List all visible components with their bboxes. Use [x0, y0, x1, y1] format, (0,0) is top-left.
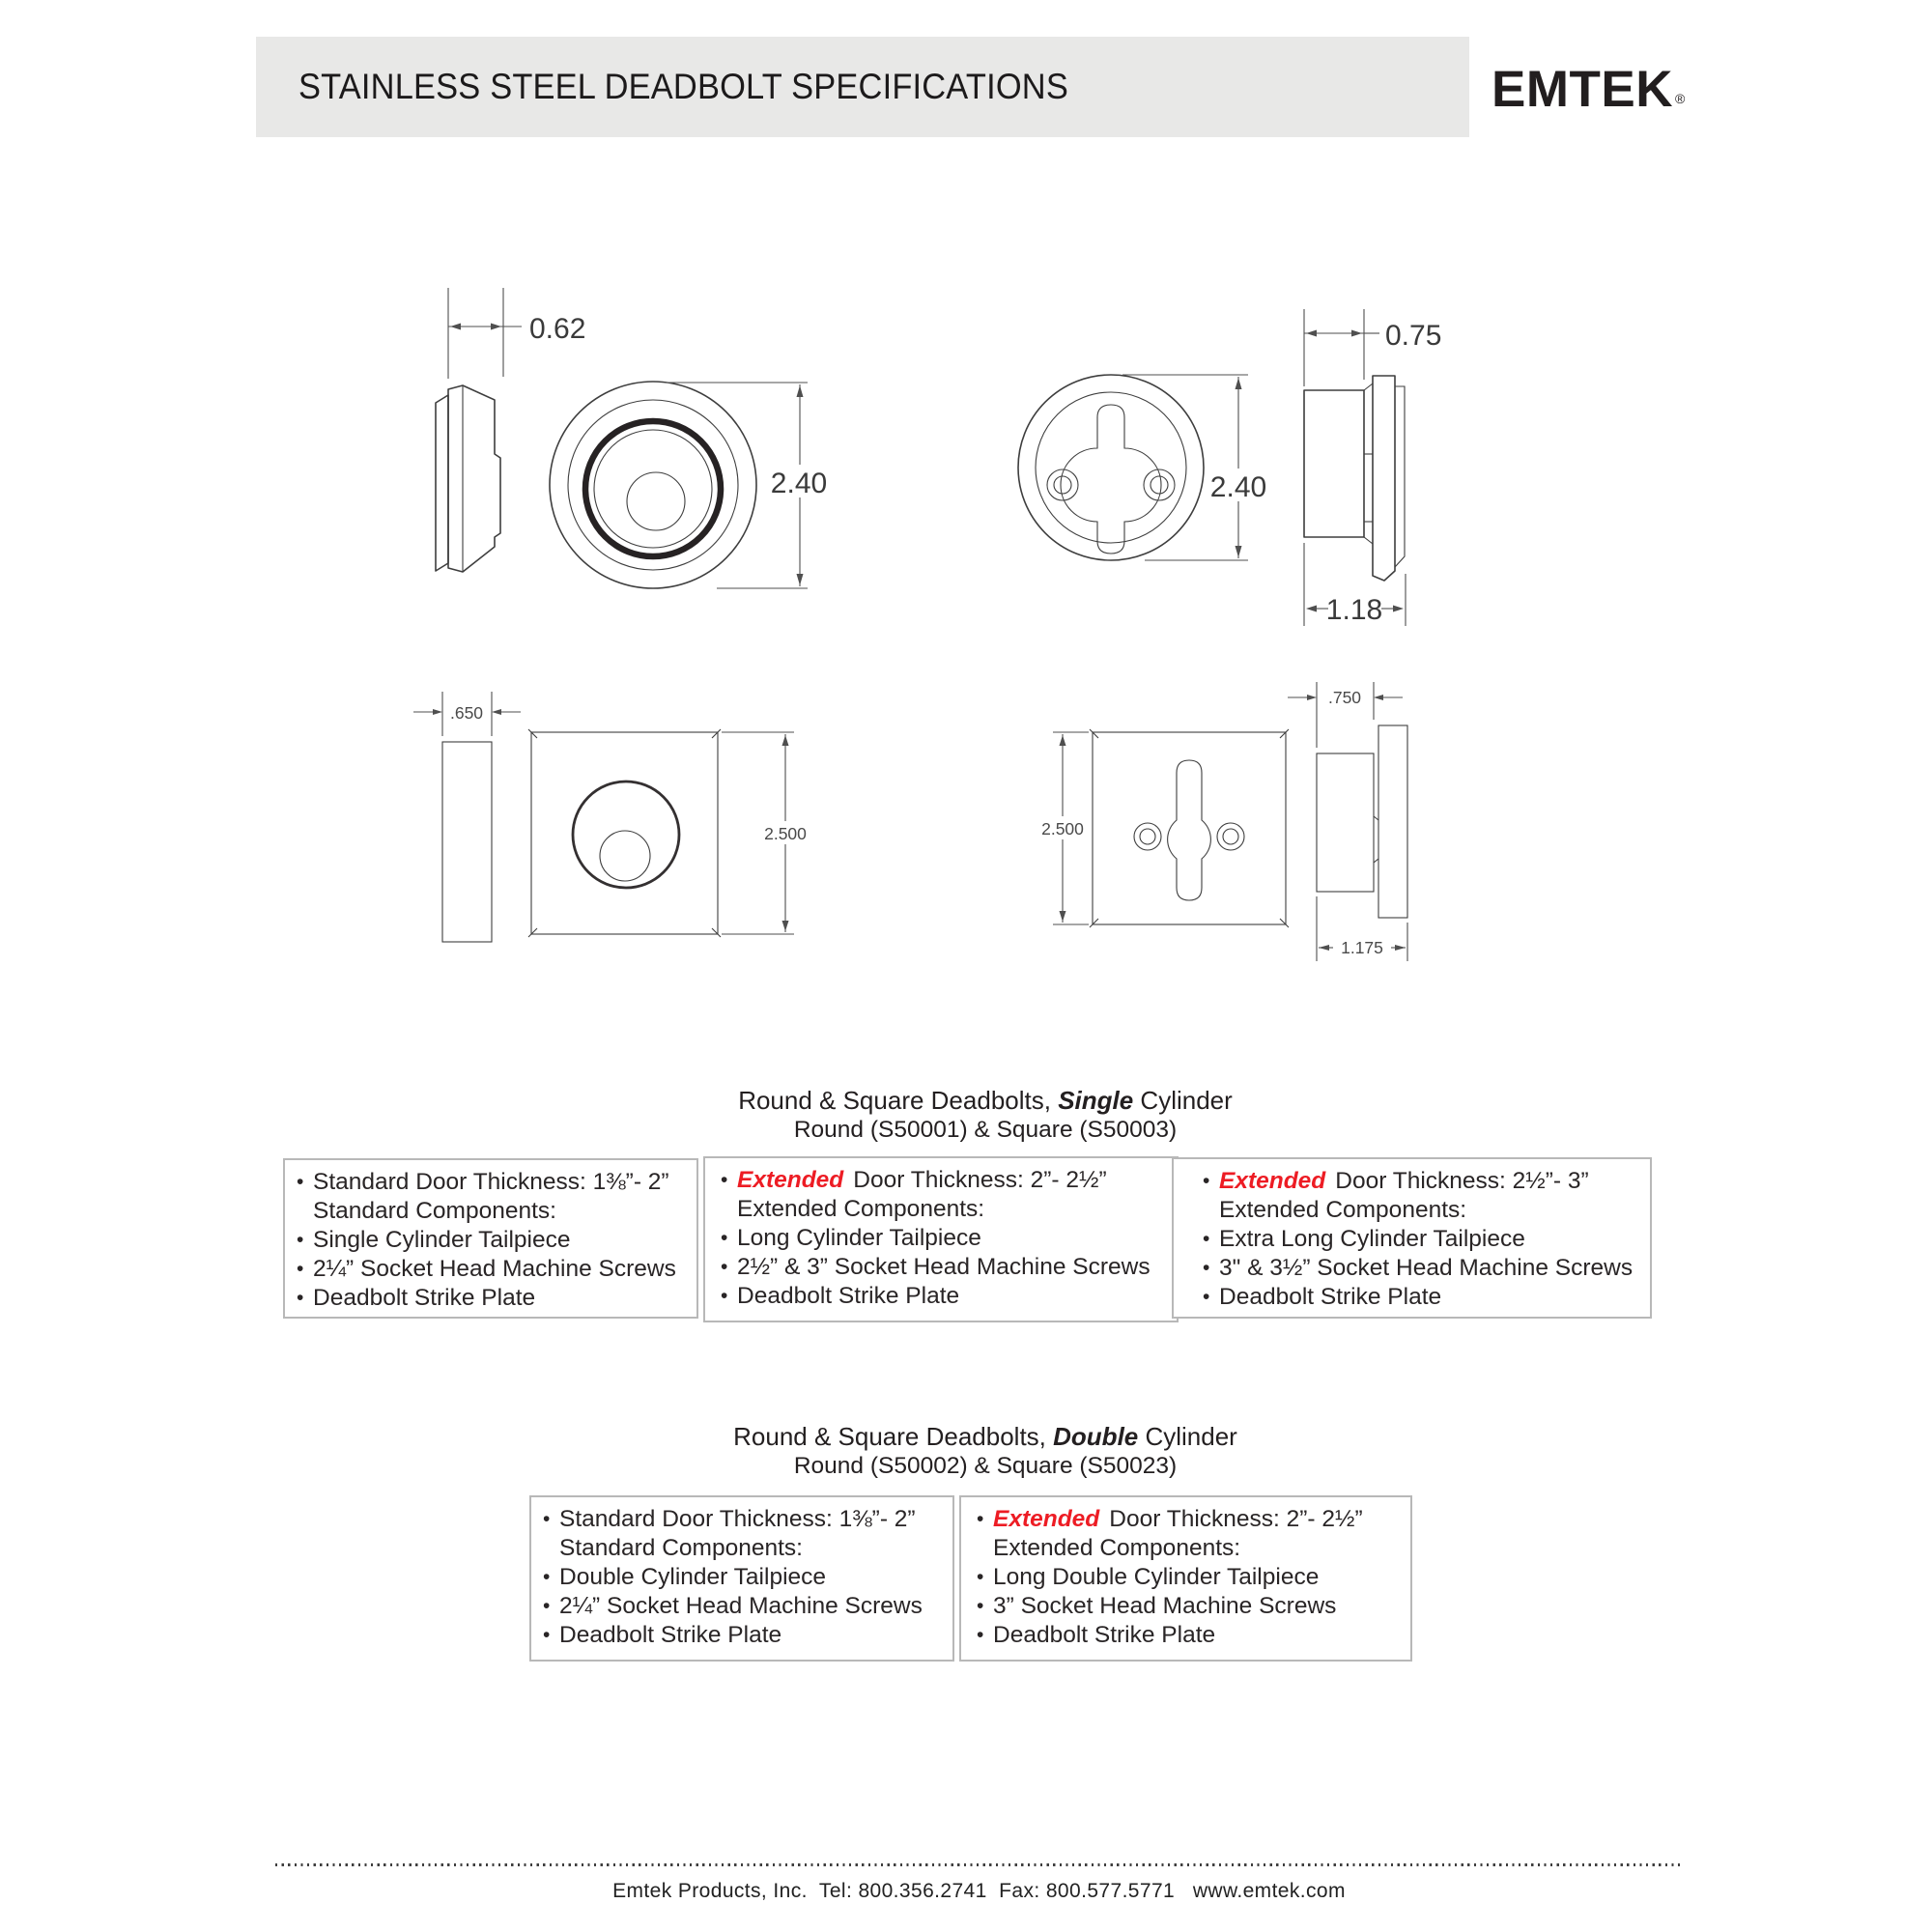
emtek-logo-text: EMTEK	[1492, 61, 1673, 118]
spec-item: • Extra Long Cylinder Tailpiece	[1203, 1225, 1640, 1254]
spec-item: • Double Cylinder Tailpiece	[543, 1563, 943, 1592]
spec-item: Standard Components:	[313, 1198, 556, 1224]
spec-box-double-extended	[959, 1495, 1412, 1662]
dim-label-square-height: 2.500	[764, 824, 807, 843]
single-heading-emphasis: Single	[1058, 1086, 1134, 1115]
spec-box-single-standard	[283, 1158, 698, 1319]
double-section-heading	[454, 1422, 1517, 1480]
double-heading-emphasis: Double	[1053, 1422, 1139, 1451]
double-heading-line1: Round & Square Deadbolts, Double Cylinder	[733, 1422, 1237, 1451]
spec-item: • 3" & 3½” Socket Head Machine Screws	[1203, 1254, 1640, 1283]
spec-item: • Deadbolt Strike Plate	[1203, 1283, 1640, 1312]
spec-item: • Extended Door Thickness: 2”- 2½”	[721, 1166, 1167, 1195]
spec-item: • Deadbolt Strike Plate	[977, 1621, 1401, 1650]
footer-contact-info: Emtek Products, Inc. Tel: 800.356.2741 Fax: 800.577.5771 www.emtek.com	[612, 1880, 1346, 1902]
dim-label-square-thumbturn-height: 2.500	[1041, 819, 1084, 838]
spec-item: • Deadbolt Strike Plate	[297, 1284, 687, 1313]
spec-item: • Standard Door Thickness: 1⅜”- 2”	[297, 1168, 687, 1197]
spec-box-single-extended-1	[703, 1156, 1179, 1322]
dim-label-round-diameter: 2.40	[770, 468, 828, 499]
spec-item: Extended Components:	[993, 1535, 1241, 1561]
page-title: STAINLESS STEEL DEADBOLT SPECIFICATIONS	[298, 67, 1068, 106]
dim-label-square-thickness: .650	[449, 703, 484, 723]
spec-item: Extended Components:	[737, 1196, 985, 1222]
spec-item: • 2½” & 3” Socket Head Machine Screws	[721, 1253, 1167, 1282]
spec-item: • Extended Door Thickness: 2½”- 3”	[1203, 1167, 1640, 1196]
dim-label-square-thumbturn-depth: 1.175	[1341, 938, 1383, 957]
drawing-round-thumbturn	[1018, 309, 1441, 626]
registered-trademark-icon: ®	[1675, 91, 1686, 106]
spec-box-single-extended-2	[1172, 1157, 1652, 1319]
dim-label-round-thickness: 0.62	[529, 313, 586, 345]
spec-item: Extended Components:	[1219, 1197, 1467, 1223]
single-section-heading	[454, 1086, 1517, 1144]
spec-item: • Long Cylinder Tailpiece	[721, 1224, 1167, 1253]
spec-item: • Single Cylinder Tailpiece	[297, 1226, 687, 1255]
extended-label: • Extended	[737, 1167, 844, 1193]
dim-label-round-thumbturn-thickness: 0.75	[1385, 320, 1442, 352]
single-heading-line1: Round & Square Deadbolts, Single Cylinder	[738, 1086, 1233, 1115]
extended-label: • Extended	[993, 1506, 1100, 1532]
dim-label-square-thumbturn-thickness: .750	[1327, 688, 1362, 707]
spec-item: • Deadbolt Strike Plate	[721, 1282, 1167, 1311]
spec-item: • Extended Door Thickness: 2”- 2½”	[977, 1505, 1401, 1534]
single-heading-models: Round (S50001) & Square (S50003)	[793, 1117, 1178, 1143]
dim-label-round-thumbturn-diameter: 2.40	[1209, 471, 1267, 503]
spec-item: • 2¼” Socket Head Machine Screws	[297, 1255, 687, 1284]
extended-label: • Extended	[1219, 1168, 1326, 1194]
spec-item: • Long Double Cylinder Tailpiece	[977, 1563, 1401, 1592]
spec-item: Standard Components:	[559, 1535, 803, 1561]
spec-item: • 3” Socket Head Machine Screws	[977, 1592, 1401, 1621]
footer-dotted-rule	[275, 1863, 1683, 1866]
spec-item: • Standard Door Thickness: 1⅜”- 2”	[543, 1505, 943, 1534]
spec-box-double-standard	[529, 1495, 954, 1662]
spec-item: • Deadbolt Strike Plate	[543, 1621, 943, 1650]
spec-item: • 2¼” Socket Head Machine Screws	[543, 1592, 943, 1621]
double-heading-models: Round (S50002) & Square (S50023)	[793, 1453, 1178, 1479]
dim-label-round-thumbturn-depth: 1.18	[1325, 594, 1383, 626]
drawing-square-thumbturn	[1037, 682, 1407, 961]
drawing-square-single-cylinder	[413, 692, 810, 942]
drawing-round-single-cylinder	[436, 288, 831, 588]
